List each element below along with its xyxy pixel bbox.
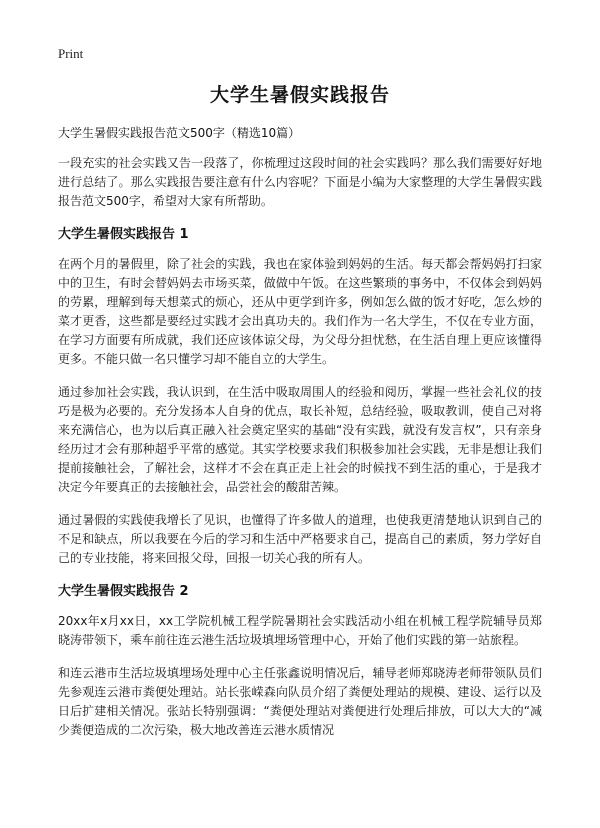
intro-paragraph: 一段充实的社会实践又告一段落了，你梳理过这段时间的社会实践吗？那么我们需要好好地进行总结了。那么实践报告要注意有什么内容呢？下面是小编为大家整理的大学生暑假实践报告范文500字，希望对大家有所帮助。 xyxy=(58,156,542,208)
section-paragraph: 在两个月的暑假里，除了社会的实践，我也在家体验到妈妈的生活。每天都会帮妈妈打扫家中的卫生，有时会替妈妈去市场买菜，做做中午饭。在这些繁琐的事务中，不仅体会到妈妈的劳累，理解到每天想菜式的烦心，还从中更学到许多，例如怎么做的饭才好吃，怎么炒的菜才更香，这些都是要经过实践才会出真功夫的。我们作为一名大学生，不仅在专业方面，在学习方面要有所成就，我们还应该体谅父母，为父母分担忧愁，在生活自理上更应该懂得更多。不能只做一名只懂学习却不能自立的大学生。 xyxy=(58,257,542,366)
section-paragraph: 20xx年x月xx日，xx工学院机械工程学院暑期社会实践活动小组在机械工程学院辅导员郑晓涛带领下，乘车前往连云港生活垃圾填埋场管理中心，开始了他们实践的第一站旅程。 xyxy=(58,614,542,647)
section-heading: 大学生暑假实践报告 1 xyxy=(58,227,189,242)
section-1 xyxy=(58,225,542,568)
section-heading: 大学生暑假实践报告 2 xyxy=(58,584,189,599)
page-title: 大学生暑假实践报告 xyxy=(209,84,390,106)
print-label: Print xyxy=(58,46,84,61)
section-paragraph: 通过暑假的实践使我增长了见识，也懂得了许多做人的道理，也使我更清楚地认识到自己的不足和缺点，所以我要在今后的学习和生活中严格要求自己，提高自己的素质，努力学好自己的专业技能，将来回报父母，回报一切关心我的所有人。 xyxy=(58,513,542,565)
section-2 xyxy=(58,582,542,740)
document-subtitle: 大学生暑假实践报告范文500字（精选10篇） xyxy=(58,126,301,140)
section-paragraph: 和连云港市生活垃圾填埋场处理中心主任张鑫说明情况后，辅导老师郑晓涛老师带领队员们先参观连云港市粪便处理站。站长张嵘森向队员介绍了粪便处理站的规模、建设、运行以及日后扩建相关情况。张站长特别强调：“粪便处理站对粪便进行处理后排放，可以大大的“减少粪便造成的二次污染，极大地改善连云港水质情况 xyxy=(58,666,542,737)
section-paragraph: 通过参加社会实践，我认识到，在生活中吸取周围人的经验和阅历，掌握一些社会礼仪的技巧是极为必要的。充分发扬本人自身的优点，取长补短，总结经验，吸取教训，使自己对将来充满信心，也为以后真正融入社会奠定坚实的基础“没有实践，就没有发言权”，只有亲身经历过才会有那种超乎平常的感觉。其实学校要求我们积极参加社会实践，无非是想让我们提前接触社会，了解社会，这样才不会在真正走上社会的时候找不到生活的重心，于是我才决定今年要真正的去接触社会，品尝社会的酸甜苦辣。 xyxy=(58,385,542,494)
